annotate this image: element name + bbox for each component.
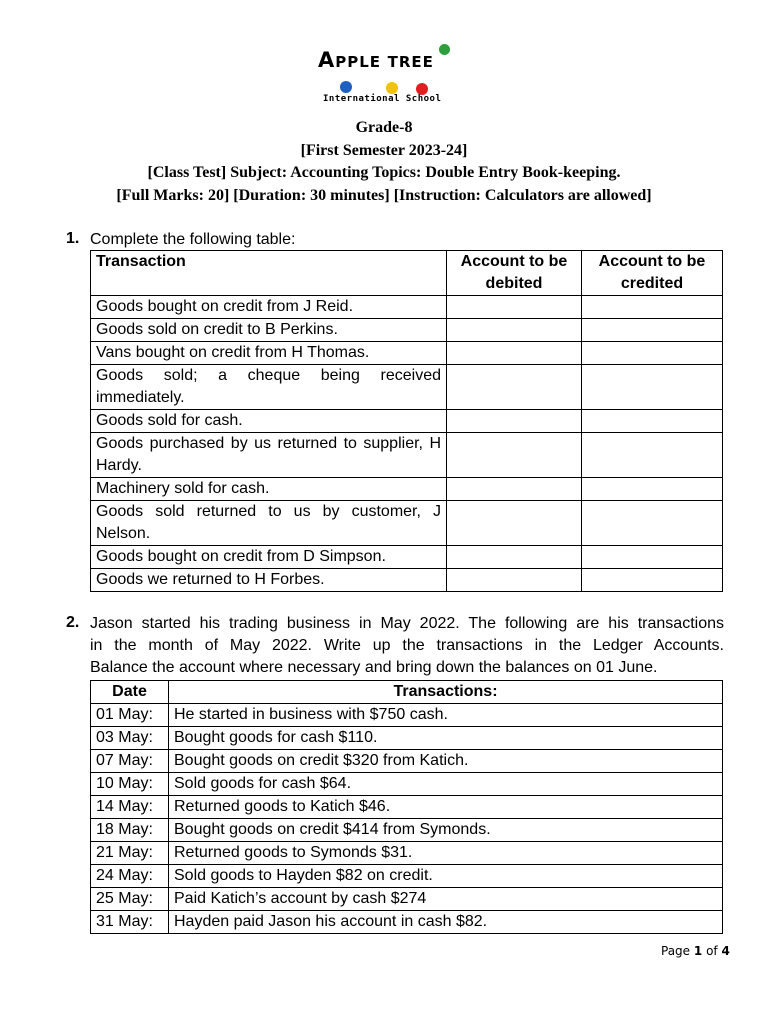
question-1-number: 1. (66, 230, 80, 247)
table-row (91, 773, 723, 796)
date-cell: 25 May: (91, 888, 169, 911)
header-transaction: Transaction (91, 251, 447, 296)
transaction-text-cell: Bought goods on credit $320 from Katich. (169, 750, 723, 773)
credit-answer-cell[interactable] (582, 501, 723, 546)
question-1-prompt: Complete the following table: (90, 231, 296, 248)
page-number (661, 944, 730, 958)
logo-initial-a: A (318, 48, 336, 72)
table-header-row (91, 251, 723, 296)
table-row (91, 501, 723, 546)
credit-answer-cell[interactable] (582, 410, 723, 433)
page-total: 4 (721, 944, 730, 958)
table-row (91, 546, 723, 569)
table-row (91, 727, 723, 750)
date-cell: 10 May: (91, 773, 169, 796)
header-date: Date (91, 681, 169, 704)
yellow-apple-icon (386, 82, 398, 94)
transaction-cell: Goods sold; a cheque being received immediately. (91, 365, 447, 410)
transaction-cell: Machinery sold for cash. (91, 478, 447, 501)
transaction-text-cell: Returned goods to Katich $46. (169, 796, 723, 819)
page-current: 1 (693, 944, 703, 958)
logo-pple: PPLE (335, 53, 382, 71)
transaction-text-cell: Bought goods on credit $414 from Symonds. (169, 819, 723, 842)
transaction-cell: Goods sold for cash. (91, 410, 447, 433)
debit-answer-cell[interactable] (447, 342, 582, 365)
date-cell: 07 May: (91, 750, 169, 773)
credit-answer-cell[interactable] (582, 365, 723, 410)
date-cell: 21 May: (91, 842, 169, 865)
green-leaf-icon (439, 44, 450, 55)
table-row (91, 865, 723, 888)
credit-answer-cell[interactable] (582, 296, 723, 319)
grade-line: Grade-8 (355, 119, 413, 136)
transaction-cell: Goods sold on credit to B Perkins. (91, 319, 447, 342)
table-row (91, 365, 723, 410)
debit-answer-cell[interactable] (447, 365, 582, 410)
question-2-line: Balance the account where necessary and bring down the balances on 01 June. (90, 659, 658, 676)
logo-initial-t: T (387, 53, 399, 71)
debit-answer-cell[interactable] (447, 501, 582, 546)
table-row (91, 819, 723, 842)
question-1-table (90, 250, 723, 592)
question-2-prompt (90, 613, 724, 679)
transaction-text-cell: Sold goods for cash $64. (169, 773, 723, 796)
transaction-cell: Goods sold returned to us by customer, J Nelson. (91, 501, 447, 546)
table-row (91, 478, 723, 501)
page-of: of (706, 944, 718, 958)
credit-answer-cell[interactable] (582, 569, 723, 592)
credit-answer-cell[interactable] (582, 546, 723, 569)
debit-answer-cell[interactable] (447, 546, 582, 569)
table-row (91, 433, 723, 478)
marks-line: [Full Marks: 20] [Duration: 30 minutes] [Instruction: Calculators are allowed] (116, 187, 652, 204)
transaction-text-cell: Returned goods to Symonds $31. (169, 842, 723, 865)
header-transactions: Transactions: (169, 681, 723, 704)
debit-answer-cell[interactable] (447, 319, 582, 342)
transaction-cell: Goods bought on credit from J Reid. (91, 296, 447, 319)
question-2-line: in the month of May 2022. Write up the transactions in the Ledger Accounts. (90, 637, 724, 654)
table-row (91, 911, 723, 934)
date-cell: 03 May: (91, 727, 169, 750)
debit-answer-cell[interactable] (447, 296, 582, 319)
school-logo (318, 44, 450, 108)
transaction-cell: Goods bought on credit from D Simpson. (91, 546, 447, 569)
table-header-row (91, 681, 723, 704)
blue-apple-icon (340, 81, 352, 93)
table-row (91, 319, 723, 342)
logo-ree: REE (398, 53, 434, 71)
date-cell: 01 May: (91, 704, 169, 727)
transaction-text-cell: He started in business with $750 cash. (169, 704, 723, 727)
transaction-text-cell: Paid Katich’s account by cash $274 (169, 888, 723, 911)
debit-answer-cell[interactable] (447, 569, 582, 592)
date-cell: 31 May: (91, 911, 169, 934)
table-row (91, 888, 723, 911)
debit-answer-cell[interactable] (447, 433, 582, 478)
logo-subtitle: International School (323, 94, 442, 104)
page-word: Page (661, 944, 691, 958)
table-row (91, 750, 723, 773)
table-row (91, 342, 723, 365)
credit-answer-cell[interactable] (582, 478, 723, 501)
date-cell: 24 May: (91, 865, 169, 888)
transaction-text-cell: Sold goods to Hayden $82 on credit. (169, 865, 723, 888)
subject-line: [Class Test] Subject: Accounting Topics: Double Entry Book-keeping. (147, 164, 621, 181)
credit-answer-cell[interactable] (582, 342, 723, 365)
question-2-table (90, 680, 723, 934)
credit-answer-cell[interactable] (582, 433, 723, 478)
date-cell: 18 May: (91, 819, 169, 842)
transaction-cell: Goods purchased by us returned to supplier, H Hardy. (91, 433, 447, 478)
debit-answer-cell[interactable] (447, 410, 582, 433)
question-2-number: 2. (66, 614, 80, 631)
table-row (91, 410, 723, 433)
header-credited: Account to be credited (582, 251, 723, 296)
table-row (91, 704, 723, 727)
header-debited: Account to be debited (447, 251, 582, 296)
table-row (91, 796, 723, 819)
question-2-line: Jason started his trading business in May 2022. The following are his transactions (90, 615, 724, 632)
transaction-text-cell: Hayden paid Jason his account in cash $82. (169, 911, 723, 934)
semester-line: [First Semester 2023-24] (300, 142, 468, 159)
date-cell: 14 May: (91, 796, 169, 819)
table-row (91, 842, 723, 865)
transaction-text-cell: Bought goods for cash $110. (169, 727, 723, 750)
table-row (91, 296, 723, 319)
logo-wordmark (318, 48, 450, 72)
debit-answer-cell[interactable] (447, 478, 582, 501)
credit-answer-cell[interactable] (582, 319, 723, 342)
table-row (91, 569, 723, 592)
transaction-cell: Vans bought on credit from H Thomas. (91, 342, 447, 365)
transaction-cell: Goods we returned to H Forbes. (91, 569, 447, 592)
